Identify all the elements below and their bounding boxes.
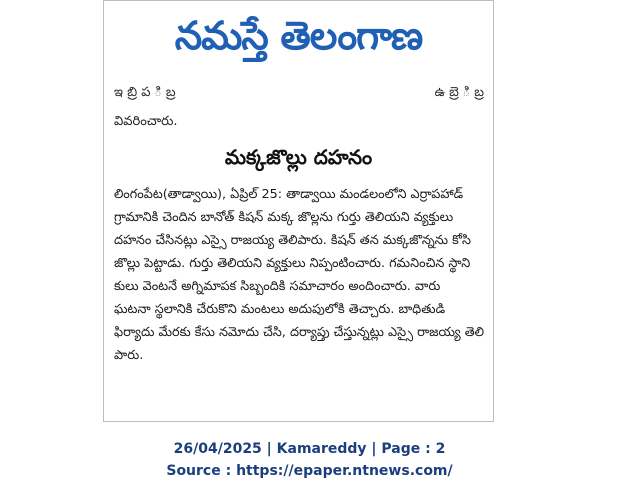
article-line: దహనం చేసినట్లు ఎస్సై రాజయ్య తెలిపారు. కిషన్ తన మక్కజొన్నను కోసి — [114, 233, 471, 248]
article-line: కులు వెంటనే అగ్నిమాపక సిబ్బందికి సమాచారం అందించారు. వారు — [114, 279, 441, 294]
news-clipping — [103, 0, 494, 422]
article-headline: మక్కజొల్లు దహనం — [224, 145, 373, 169]
cut-off-text-line — [114, 85, 484, 101]
article-body — [114, 183, 487, 367]
article-line: లింగంపేట(తాడ్వాయి), ఏప్రిల్ 25: తాడ్వాయి మండలంలోని ఎర్రాపహాడ్ — [114, 187, 464, 202]
cut-off-text-right: ఉ బ్రె ి బ్ర — [434, 85, 484, 100]
article-line: జొల్లు పెట్టాడు. గుర్తు తెలియని వ్యక్తులు నిప్పంటించారు. గమనించిన స్థాని — [114, 256, 471, 271]
previous-article-ending: వివరించారు. — [114, 114, 178, 129]
article-line: ఘటనా స్థలానికి చేరుకొని మంటలు అదుపులోకి తెచ్చారు. బాధితుడి — [114, 302, 446, 317]
article-line: ఫిర్యాదు మేరకు కేసు నమోదు చేసి, దర్యాప్తు చేస్తున్నట్లు ఎస్సై రాజయ్య తెలి — [114, 325, 485, 340]
article-line: గ్రామానికి చెందిన బానోత్ కిషన్ మక్క జొల్లను గుర్తు తెలియని వ్యక్తులు — [114, 210, 454, 225]
newspaper-masthead: నమస్తే తెలంగాణ — [174, 14, 423, 59]
source-link[interactable]: Source : https://epaper.ntnews.com/ — [166, 463, 453, 479]
article-line: పారు. — [114, 348, 144, 363]
cut-off-text-left: ఇ బ్రి ప ి బ్ర — [114, 85, 176, 100]
edition-info: 26/04/2025 | Kamareddy | Page : 2 — [173, 441, 446, 457]
